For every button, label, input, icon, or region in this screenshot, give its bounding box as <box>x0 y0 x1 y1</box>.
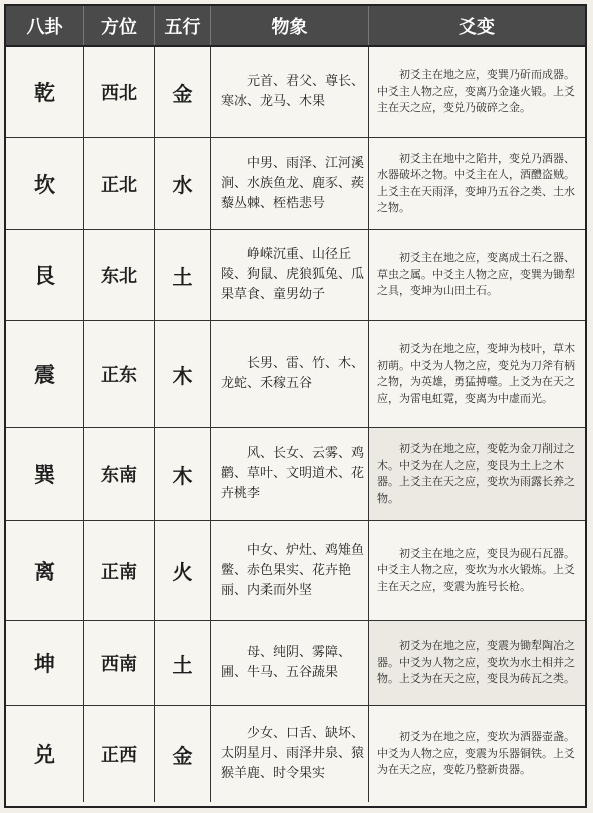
element: 金 <box>155 706 211 802</box>
objects-text: 峥嵘沉重、山径丘陵、狗鼠、虎狼狐兔、瓜果草食、童男幼子 <box>221 247 365 302</box>
objects <box>211 47 369 137</box>
objects-text: 长男、雷、竹、木、龙蛇、禾稼五谷 <box>221 356 365 391</box>
changes <box>369 230 585 320</box>
element: 金 <box>155 47 211 137</box>
gua-name: 乾 <box>6 47 84 137</box>
gua-name: 震 <box>6 321 84 427</box>
gua-name: 巽 <box>6 428 84 520</box>
table-row <box>6 428 585 521</box>
changes-text: 初爻为在地之应，变乾为金刀削过之木。中爻为在人之应，变艮为土上之木器。上爻主在天之应，变坎为雨露长养之物。 <box>377 442 575 505</box>
changes <box>369 428 585 520</box>
table-header <box>6 6 585 47</box>
element: 水 <box>155 138 211 229</box>
direction: 东南 <box>84 428 155 520</box>
element: 火 <box>155 521 211 620</box>
gua-name: 兑 <box>6 706 84 802</box>
objects <box>211 706 369 802</box>
bagua-table <box>4 4 587 808</box>
objects-text: 中男、雨泽、江河溪涧、水族鱼龙、鹿豕、蒺藜丛棘、桎梏悲号 <box>221 155 365 211</box>
objects-text: 少女、口舌、缺坏、太阴星月、雨泽井泉、猿猴羊鹿、时令果实 <box>221 726 365 781</box>
gua-name: 坎 <box>6 138 84 229</box>
element: 木 <box>155 321 211 427</box>
direction: 正东 <box>84 321 155 427</box>
direction: 东北 <box>84 230 155 320</box>
direction: 正西 <box>84 706 155 802</box>
objects <box>211 621 369 705</box>
gua-name: 坤 <box>6 621 84 705</box>
table-row <box>6 138 585 230</box>
direction: 正南 <box>84 521 155 620</box>
direction: 西南 <box>84 621 155 705</box>
gua-name: 离 <box>6 521 84 620</box>
table-row <box>6 621 585 706</box>
table-row <box>6 47 585 138</box>
element: 土 <box>155 621 211 705</box>
objects <box>211 230 369 320</box>
changes <box>369 321 585 427</box>
header-changes: 爻变 <box>459 16 495 38</box>
objects <box>211 321 369 427</box>
element: 木 <box>155 428 211 520</box>
changes-text: 初爻为在地之应，变坎为酒器壶盏。中爻为人物之应，变震为乐器铜铁。上爻为在天之应，变乾乃整新贵器。 <box>377 730 575 777</box>
table-row <box>6 230 585 321</box>
changes-text: 初爻主在地之应，变巽乃斫而成器。中爻主人物之应，变离乃金逢火锻。上爻主在天之应，变兑乃破碎之金。 <box>377 68 575 115</box>
objects <box>211 521 369 620</box>
objects-text: 中女、炉灶、鸡雉鱼鳖、赤色果实、花卉艳丽、内柔而外坚 <box>221 542 365 598</box>
changes <box>369 138 585 229</box>
objects <box>211 428 369 520</box>
changes <box>369 621 585 705</box>
objects-text: 母、纯阴、雾障、圃、牛马、五谷蔬果 <box>221 645 352 680</box>
changes <box>369 706 585 802</box>
objects <box>211 138 369 229</box>
direction: 正北 <box>84 138 155 229</box>
changes-text: 初爻主在地中之陷井，变兑乃酒器、水器破坏之物。中爻主在人，酒醴盗贼。上爻主在天雨泽，变坤乃五谷之类、土水之物。 <box>377 151 575 214</box>
header-bagua: 八卦 <box>6 6 84 45</box>
table-row <box>6 521 585 621</box>
header-direction: 方位 <box>84 6 155 45</box>
header-objects: 物象 <box>211 6 369 45</box>
objects-text: 风、长女、云雾、鸡鹳、草叶、文明道术、花卉桃李 <box>221 446 365 501</box>
element: 土 <box>155 230 211 320</box>
gua-name: 艮 <box>6 230 84 320</box>
header-element: 五行 <box>155 6 211 45</box>
changes-text: 初爻主在地之应，变艮为砚石瓦器。中爻主人物之应，变坎为水火锻炼。上爻主在天之应，变震为旌号长枪。 <box>377 546 575 593</box>
changes-text: 初爻为在地之应，变震为锄犁陶冶之器。中爻为人物之应，变坎为水土相并之物。上爻为在天之应，变艮为砖瓦之类。 <box>377 639 575 686</box>
changes-text: 初爻主在地之应，变离成土石之器、草虫之属。中爻主人物之应，变巽为锄犁之具，变坤为山田土石。 <box>377 251 575 298</box>
objects-text: 元首、君父、尊长、寒冰、龙马、木果 <box>221 74 365 109</box>
changes-text: 初爻为在地之应，变坤为枝叶，草木初萌。中爻为人物之应，变兑为刀斧有柄之物，为英雄，勇猛搏噬。上爻为在天之应，为雷电虹霓，变离为中虚而光。 <box>377 342 575 405</box>
table-row <box>6 706 585 802</box>
table-row <box>6 321 585 428</box>
changes <box>369 47 585 137</box>
changes <box>369 521 585 620</box>
direction: 西北 <box>84 47 155 137</box>
